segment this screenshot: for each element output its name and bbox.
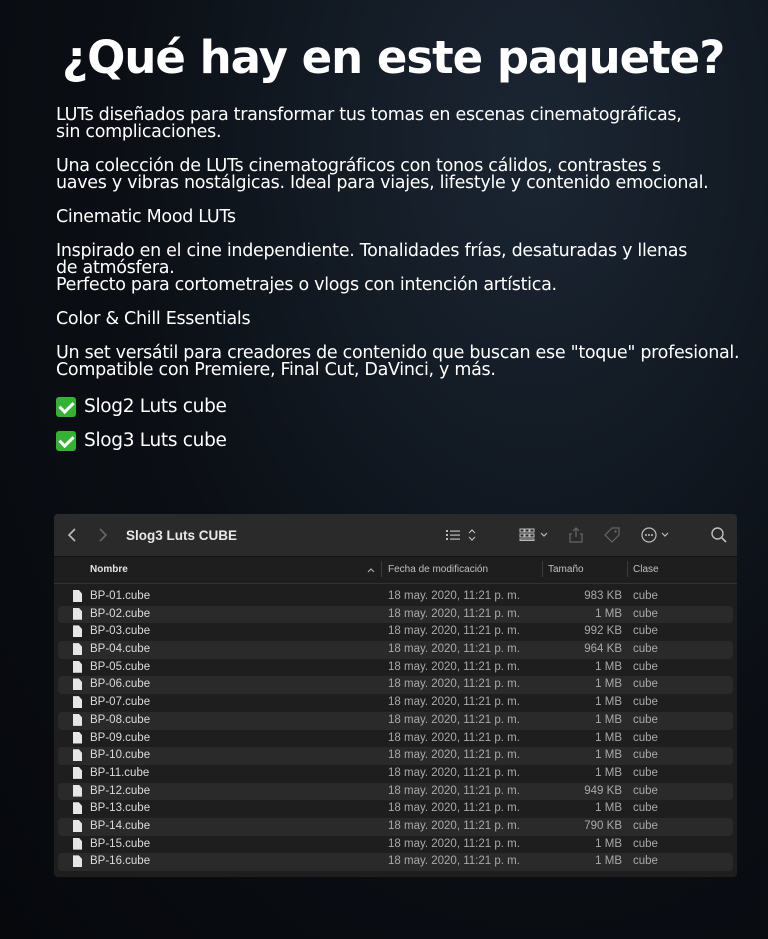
checkmark-icon <box>56 397 76 417</box>
checkmark-icon <box>56 431 76 451</box>
share-icon <box>568 526 584 544</box>
file-row[interactable] <box>54 730 737 748</box>
file-date: 18 may. 2020, 11:21 p. m. <box>388 766 520 779</box>
file-date: 18 may. 2020, 11:21 p. m. <box>388 625 520 638</box>
column-divider[interactable] <box>542 561 543 577</box>
file-kind: cube <box>633 731 658 744</box>
file-size: 1 MB <box>595 678 622 691</box>
file-name: BP-02.cube <box>90 607 151 620</box>
file-kind: cube <box>633 784 658 797</box>
document-icon <box>73 855 82 867</box>
chevron-right-icon <box>96 527 110 543</box>
column-header-kind[interactable]: Clase <box>633 564 659 575</box>
file-row[interactable] <box>58 712 733 730</box>
column-header-date[interactable]: Fecha de modificación <box>388 564 489 575</box>
file-date: 18 may. 2020, 11:21 p. m. <box>388 643 520 656</box>
file-date: 18 may. 2020, 11:21 p. m. <box>388 784 520 797</box>
intro-paragraph: LUTs diseñados para transformar tus tomas en escenas cinematográficas, sin complicaciones. <box>56 105 682 142</box>
tag-button[interactable] <box>602 514 622 556</box>
chevron-down-icon <box>662 533 668 536</box>
file-date: 18 may. 2020, 11:21 p. m. <box>388 749 520 762</box>
page-headline: ¿Qué hay en este paquete? <box>62 31 725 84</box>
file-size: 949 KB <box>584 784 622 797</box>
cinematic-mood-paragraph: Inspirado en el cine independiente. Tonalidades frías, desaturadas y llenas de atmósfera. Perfecto para cortometrajes o vlogs con intención artística. <box>56 241 688 295</box>
document-icon <box>73 678 82 690</box>
file-name: BP-04.cube <box>90 643 151 656</box>
column-header-row <box>54 557 737 584</box>
file-name: BP-12.cube <box>90 784 151 797</box>
file-date: 18 may. 2020, 11:21 p. m. <box>388 713 520 726</box>
compatibility-paragraph: Un set versátil para creadores de contenido que buscan ese "toque" profesional. Compatible con Premiere, Final Cut, DaVinci, y más. <box>56 343 740 380</box>
file-date: 18 may. 2020, 11:21 p. m. <box>388 837 520 850</box>
file-kind: cube <box>633 855 658 868</box>
file-row[interactable] <box>54 800 737 818</box>
file-kind: cube <box>633 696 658 709</box>
file-row[interactable] <box>58 853 733 871</box>
column-divider[interactable] <box>381 561 382 577</box>
collection-paragraph: Una colección de LUTs cinematográficos con tonos cálidos, contrastes s uaves y vibras nostálgicas. Ideal para viajes, lifestyle y contenido emocional. <box>56 156 709 193</box>
file-size: 1 MB <box>595 855 622 868</box>
file-list <box>54 588 737 871</box>
file-date: 18 may. 2020, 11:21 p. m. <box>388 819 520 832</box>
file-name: BP-01.cube <box>90 590 151 602</box>
file-row[interactable] <box>58 676 733 694</box>
document-icon <box>73 661 82 673</box>
chevron-left-icon <box>66 527 80 543</box>
file-name: BP-07.cube <box>90 696 151 709</box>
file-kind: cube <box>633 749 658 762</box>
file-size: 964 KB <box>584 643 622 656</box>
column-header-size[interactable]: Tamaño <box>548 564 584 575</box>
file-kind: cube <box>633 713 658 726</box>
file-kind: cube <box>633 625 658 638</box>
list-view-icon <box>446 530 460 540</box>
file-kind: cube <box>633 607 658 620</box>
description-copy <box>56 107 764 464</box>
document-icon <box>73 767 82 779</box>
file-date: 18 may. 2020, 11:21 p. m. <box>388 590 520 602</box>
file-name: BP-05.cube <box>90 660 151 673</box>
file-row[interactable] <box>58 783 733 801</box>
cinematic-mood-heading: Cinematic Mood LUTs <box>56 207 236 227</box>
column-header-name[interactable]: Nombre <box>90 564 128 575</box>
file-name: BP-10.cube <box>90 749 151 762</box>
file-kind: cube <box>633 590 658 602</box>
document-icon <box>73 802 82 814</box>
file-kind: cube <box>633 643 658 656</box>
grid-view-icon <box>520 529 534 541</box>
file-date: 18 may. 2020, 11:21 p. m. <box>388 731 520 744</box>
document-icon <box>73 732 82 744</box>
file-row[interactable] <box>54 836 737 854</box>
document-icon <box>73 608 82 620</box>
file-date: 18 may. 2020, 11:21 p. m. <box>388 607 520 620</box>
file-kind: cube <box>633 837 658 850</box>
file-size: 1 MB <box>595 713 622 726</box>
sort-icon <box>469 530 475 540</box>
file-size: 1 MB <box>595 696 622 709</box>
document-icon <box>73 590 82 602</box>
file-date: 18 may. 2020, 11:21 p. m. <box>388 696 520 709</box>
checklist-label: Slog2 Luts cube <box>84 396 227 417</box>
tag-icon <box>602 526 622 544</box>
window-title: Slog3 Luts CUBE <box>126 527 238 543</box>
finder-toolbar <box>54 514 737 557</box>
group-button[interactable] <box>518 514 552 556</box>
file-date: 18 may. 2020, 11:21 p. m. <box>388 802 520 815</box>
checklist-label: Slog3 Luts cube <box>84 430 227 451</box>
file-name: BP-03.cube <box>90 625 151 638</box>
chevron-down-icon <box>541 533 547 536</box>
file-name: BP-11.cube <box>90 766 150 779</box>
file-kind: cube <box>633 660 658 673</box>
file-size: 992 KB <box>584 625 622 638</box>
file-date: 18 may. 2020, 11:21 p. m. <box>388 660 520 673</box>
file-name: BP-09.cube <box>90 731 151 744</box>
file-row[interactable] <box>54 623 737 641</box>
file-date: 18 may. 2020, 11:21 p. m. <box>388 678 520 691</box>
file-name: BP-06.cube <box>90 678 151 691</box>
file-row[interactable] <box>58 818 733 836</box>
document-icon <box>73 714 82 726</box>
document-icon <box>73 785 82 797</box>
share-button[interactable] <box>568 514 584 556</box>
search-icon <box>710 526 728 544</box>
checklist-item-slog2 <box>56 396 764 418</box>
back-button[interactable] <box>66 514 80 556</box>
sort-ascending-icon <box>366 566 376 574</box>
file-kind: cube <box>633 766 658 779</box>
file-size: 790 KB <box>584 819 622 832</box>
file-date: 18 may. 2020, 11:21 p. m. <box>388 855 520 868</box>
view-options-button[interactable] <box>444 514 482 556</box>
color-chill-heading: Color & Chill Essentials <box>56 309 251 329</box>
file-kind: cube <box>633 678 658 691</box>
file-name: BP-16.cube <box>90 855 151 868</box>
file-row[interactable] <box>58 747 733 765</box>
file-size: 1 MB <box>595 731 622 744</box>
document-icon <box>73 820 82 832</box>
file-size: 1 MB <box>595 802 622 815</box>
file-size: 1 MB <box>595 749 622 762</box>
column-divider[interactable] <box>627 561 628 577</box>
file-name: BP-08.cube <box>90 713 151 726</box>
file-kind: cube <box>633 819 658 832</box>
file-name: BP-15.cube <box>90 837 151 850</box>
document-icon <box>73 749 82 761</box>
file-row[interactable] <box>54 694 737 712</box>
document-icon <box>73 838 82 850</box>
document-icon <box>73 625 82 637</box>
file-name: BP-13.cube <box>90 802 151 815</box>
forward-button[interactable] <box>96 514 110 556</box>
finder-window <box>54 514 737 877</box>
file-kind: cube <box>633 802 658 815</box>
file-size: 983 KB <box>584 590 622 602</box>
file-row[interactable] <box>58 641 733 659</box>
file-size: 1 MB <box>595 660 622 673</box>
file-row[interactable] <box>54 588 737 606</box>
document-icon <box>73 696 82 708</box>
document-icon <box>73 643 82 655</box>
search-button[interactable] <box>710 514 728 556</box>
file-row[interactable] <box>54 765 737 783</box>
more-icon <box>642 528 656 542</box>
more-actions-button[interactable] <box>640 514 674 556</box>
file-size: 1 MB <box>595 607 622 620</box>
file-row[interactable] <box>54 659 737 677</box>
file-size: 1 MB <box>595 837 622 850</box>
checklist-item-slog3 <box>56 430 764 452</box>
file-size: 1 MB <box>595 766 622 779</box>
file-row[interactable] <box>58 606 733 624</box>
file-name: BP-14.cube <box>90 819 151 832</box>
